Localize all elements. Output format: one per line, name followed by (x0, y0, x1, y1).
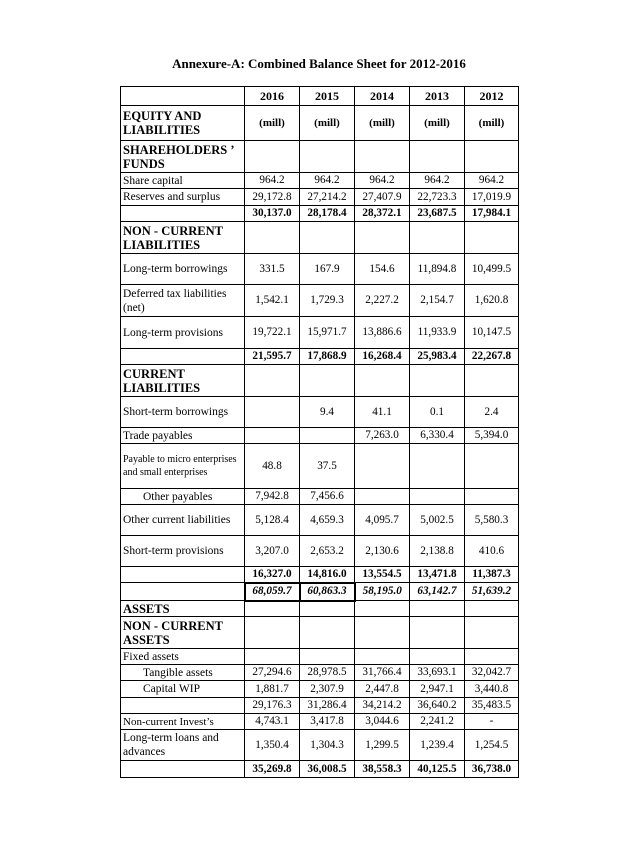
cell-value (355, 444, 410, 489)
row-label: SHAREHOLDERS ’ FUNDS (121, 141, 245, 173)
row-label: EQUITY AND LIABILITIES (121, 106, 245, 141)
cell-value: - (465, 714, 519, 730)
cell-value: 2,947.1 (410, 681, 465, 698)
cell-value: 167.9 (300, 254, 355, 285)
table-row (121, 285, 519, 317)
unit-label: (mill) (410, 106, 465, 141)
cell-value: 2,130.6 (355, 536, 410, 567)
row-label: Other current liabilities (121, 505, 245, 536)
cell-value: 964.2 (465, 173, 519, 189)
cell-value: 32,042.7 (465, 665, 519, 681)
table-row (121, 444, 519, 489)
cell-value: 15,971.7 (300, 317, 355, 349)
cell-value: 27,214.2 (300, 189, 355, 206)
grand-total-value: 60,863.3 (300, 583, 355, 601)
cell-value: 37.5 (300, 444, 355, 489)
subtotal-row (121, 761, 519, 778)
subtotal-value: 13,471.8 (410, 567, 465, 583)
subtotal-value: 16,268.4 (355, 349, 410, 365)
subtotal-value: 36,640.2 (410, 698, 465, 714)
cell-value: 964.2 (245, 173, 300, 189)
subtotal-value: 38,558.3 (355, 761, 410, 778)
cell-value: 10,499.5 (465, 254, 519, 285)
cell-value: 5,394.0 (465, 428, 519, 444)
cell-value: 1,254.5 (465, 730, 519, 761)
cell-value: 5,128.4 (245, 505, 300, 536)
subtotal-value: 17,868.9 (300, 349, 355, 365)
subtotal-value: 16,327.0 (245, 567, 300, 583)
table-row (121, 106, 519, 141)
row-label: Capital WIP (121, 681, 245, 698)
cell-value: 22,723.3 (410, 189, 465, 206)
cell-value: 7,263.0 (355, 428, 410, 444)
year-header-row (121, 87, 519, 106)
grand-total-value: 51,639.2 (465, 583, 519, 601)
row-label: Long-term provisions (121, 317, 245, 349)
subtotal-value: 14,816.0 (300, 567, 355, 583)
section-heading-row (121, 601, 519, 617)
row-label: CURRENT LIABILITIES (121, 365, 245, 397)
cell-value: 2,241.2 (410, 714, 465, 730)
subtotal-value: 25,983.4 (410, 349, 465, 365)
cell-value: 1,729.3 (300, 285, 355, 317)
row-label: NON - CURRENT LIABILITIES (121, 222, 245, 254)
unit-label: (mill) (245, 106, 300, 141)
cell-value: 3,207.0 (245, 536, 300, 567)
cell-value: 964.2 (355, 173, 410, 189)
balance-sheet-table (120, 86, 519, 778)
cell-value: 410.6 (465, 536, 519, 567)
subtotal-value: 31,286.4 (300, 698, 355, 714)
cell-value: 1,350.4 (245, 730, 300, 761)
cell-value: 2.4 (465, 397, 519, 428)
row-label: Payable to micro enterprises and small enterprises (121, 444, 245, 489)
table-row (121, 189, 519, 206)
cell-value: 154.6 (355, 254, 410, 285)
row-label: Trade payables (121, 428, 245, 444)
row-label: Short-term borrowings (121, 397, 245, 428)
row-label: Deferred tax liabilities (net) (121, 285, 245, 317)
subtotal-value: 35,269.8 (245, 761, 300, 778)
table-row (121, 714, 519, 730)
cell-value: 0.1 (410, 397, 465, 428)
subtotal-row (121, 206, 519, 222)
subtotal-value: 36,738.0 (465, 761, 519, 778)
subtotal-value: 36,008.5 (300, 761, 355, 778)
table-row (121, 317, 519, 349)
table-row (121, 649, 519, 665)
cell-value: 1,299.5 (355, 730, 410, 761)
unit-label: (mill) (300, 106, 355, 141)
subtotal-value: 34,214.2 (355, 698, 410, 714)
subtotal-row (121, 698, 519, 714)
subtotal-value: 40,125.5 (410, 761, 465, 778)
cell-value: 2,447.8 (355, 681, 410, 698)
cell-value: 5,580.3 (465, 505, 519, 536)
row-label: Share capital (121, 173, 245, 189)
year-header: 2016 (245, 87, 300, 106)
subtotal-value: 29,176.3 (245, 698, 300, 714)
subtotal-value: 30,137.0 (245, 206, 300, 222)
table-row (121, 397, 519, 428)
grand-total-value: 58,195.0 (355, 583, 410, 601)
row-label: Long-term borrowings (121, 254, 245, 285)
cell-value: 964.2 (410, 173, 465, 189)
table-row (121, 428, 519, 444)
subtotal-value: 35,483.5 (465, 698, 519, 714)
cell-value: 27,294.6 (245, 665, 300, 681)
unit-label: (mill) (465, 106, 519, 141)
cell-value: 48.8 (245, 444, 300, 489)
cell-value: 3,044.6 (355, 714, 410, 730)
cell-value: 2,653.2 (300, 536, 355, 567)
cell-value: 33,693.1 (410, 665, 465, 681)
cell-value (245, 397, 300, 428)
row-label: Short-term provisions (121, 536, 245, 567)
cell-value: 6,330.4 (410, 428, 465, 444)
section-heading-row (121, 141, 519, 173)
cell-value: 19,722.1 (245, 317, 300, 349)
cell-value: 2,307.9 (300, 681, 355, 698)
subtotal-value: 28,178.4 (300, 206, 355, 222)
row-label: Reserves and surplus (121, 189, 245, 206)
cell-value: 5,002.5 (410, 505, 465, 536)
cell-value: 17,019.9 (465, 189, 519, 206)
cell-value: 1,620.8 (465, 285, 519, 317)
year-header: 2014 (355, 87, 410, 106)
cell-value: 1,881.7 (245, 681, 300, 698)
cell-value: 331.5 (245, 254, 300, 285)
table-row (121, 730, 519, 761)
row-label: Non-current Invest’s (121, 714, 245, 730)
subtotal-value: 17,984.1 (465, 206, 519, 222)
table-row (121, 536, 519, 567)
cell-value: 4,095.7 (355, 505, 410, 536)
row-label: NON - CURRENT ASSETS (121, 617, 245, 649)
subtotal-value: 23,687.5 (410, 206, 465, 222)
row-label: ASSETS (121, 601, 245, 617)
subtotal-value: 13,554.5 (355, 567, 410, 583)
cell-value: 1,239.4 (410, 730, 465, 761)
cell-value (300, 428, 355, 444)
cell-value: 2,138.8 (410, 536, 465, 567)
cell-value: 29,172.8 (245, 189, 300, 206)
cell-value: 3,417.8 (300, 714, 355, 730)
table-row (121, 173, 519, 189)
cell-value: 2,227.2 (355, 285, 410, 317)
subtotal-value: 22,267.8 (465, 349, 519, 365)
section-heading-row (121, 365, 519, 397)
cell-value: 41.1 (355, 397, 410, 428)
cell-value (245, 428, 300, 444)
subtotal-row (121, 567, 519, 583)
unit-label: (mill) (355, 106, 410, 141)
cell-value (410, 444, 465, 489)
section-heading-row (121, 222, 519, 254)
table-row (121, 254, 519, 285)
year-header: 2012 (465, 87, 519, 106)
subtotal-value: 21,595.7 (245, 349, 300, 365)
header-blank-cell (121, 87, 245, 106)
table-row (121, 665, 519, 681)
subtotal-value: 11,387.3 (465, 567, 519, 583)
cell-value (465, 444, 519, 489)
grand-total-value: 68,059.7 (245, 583, 300, 601)
grand-total-row (121, 583, 519, 601)
cell-value: 11,933.9 (410, 317, 465, 349)
row-label: Long-term loans and advances (121, 730, 245, 761)
subtotal-value: 28,372.1 (355, 206, 410, 222)
cell-value: 4,743.1 (245, 714, 300, 730)
cell-value: 9.4 (300, 397, 355, 428)
grand-total-value: 63,142.7 (410, 583, 465, 601)
row-label: Fixed assets (121, 649, 245, 665)
subtotal-row (121, 349, 519, 365)
cell-value: 3,440.8 (465, 681, 519, 698)
table-row (121, 489, 519, 505)
year-header: 2013 (410, 87, 465, 106)
cell-value: 964.2 (300, 173, 355, 189)
cell-value: 27,407.9 (355, 189, 410, 206)
cell-value: 28,978.5 (300, 665, 355, 681)
cell-value (410, 489, 465, 505)
table-row (121, 681, 519, 698)
cell-value: 31,766.4 (355, 665, 410, 681)
cell-value: 1,304.3 (300, 730, 355, 761)
cell-value: 10,147.5 (465, 317, 519, 349)
cell-value: 13,886.6 (355, 317, 410, 349)
cell-value: 1,542.1 (245, 285, 300, 317)
cell-value: 4,659.3 (300, 505, 355, 536)
cell-value: 7,456.6 (300, 489, 355, 505)
cell-value (465, 489, 519, 505)
row-label: Tangible assets (121, 665, 245, 681)
year-header: 2015 (300, 87, 355, 106)
cell-value (355, 489, 410, 505)
cell-value: 2,154.7 (410, 285, 465, 317)
section-heading-row (121, 617, 519, 649)
row-label: Other payables (121, 489, 245, 505)
cell-value: 11,894.8 (410, 254, 465, 285)
table-row (121, 505, 519, 536)
page-title: Annexure-A: Combined Balance Sheet for 2012-2016 (172, 56, 466, 71)
cell-value: 7,942.8 (245, 489, 300, 505)
